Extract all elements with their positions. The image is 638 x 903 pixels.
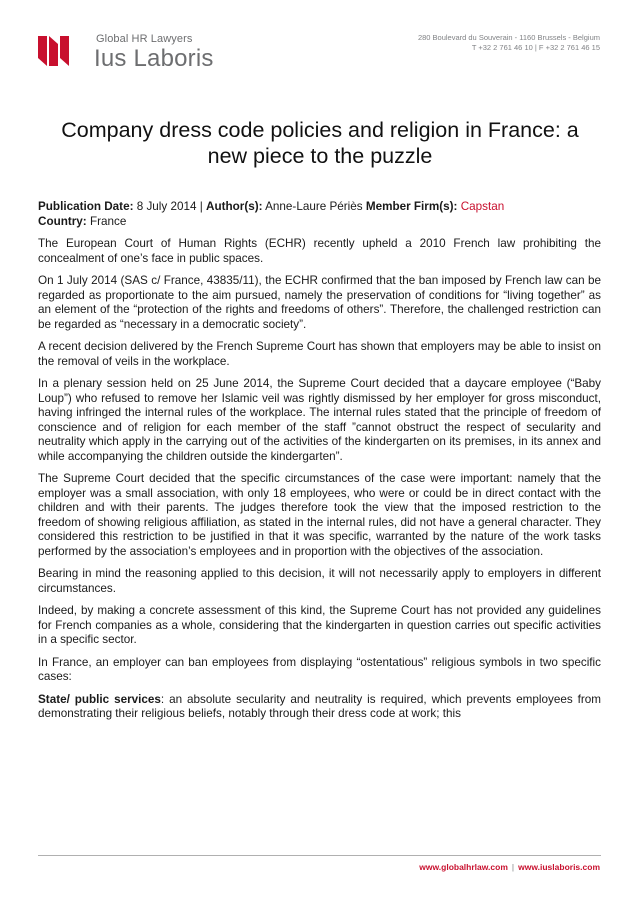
member-firm-link[interactable]: Capstan [460,200,505,213]
paragraph: In a plenary session held on 25 June 2014, the Supreme Court decided that a daycare employee (“Baby Loup”) who refused to remove her Islamic veil was rightly dismissed by her employer for gross misconduct, having infringed the internal rules of the workplace. The internal rules stated that the principle of freedom of conscience and of religion for each member of the staff ”cannot obstruct the respect of secularity and neutrality which apply in the carrying out of the activities of the kindergarten on its premises, in its annex and while accompanying the children outside the kindergarten”. [38,377,601,463]
paragraph: Bearing in mind the reasoning applied to this decision, it will not necessarily apply to employers in different circumstances. [38,567,601,595]
paragraph: The Supreme Court decided that the specific circumstances of the case were important: namely that the employer was a small association, with only 18 employees, who were or could be in direct contact with the children and with their parents. The judges therefore took the view that the imposed restriction to the freedom of showing religious affiliation, as stated in the internal rules, did not have a general character. They considered this restriction to be justified in that it was specific, warranted by the nature of the work tasks performed by the association’s employees and in proportion with the objectives of the association. [38,472,601,558]
meta-separator: | [199,200,203,213]
letterhead [0,0,638,90]
globalhrlaw-link[interactable]: www.globalhrlaw.com [419,862,508,872]
phone-fax-line: T +32 2 761 46 10 | F +32 2 761 46 15 [471,43,600,52]
publication-meta [38,200,601,229]
footer-divider [38,855,601,856]
iuslaboris-link[interactable]: www.iuslaboris.com [518,862,600,872]
article-body [38,200,601,730]
author-label: Author(s): [206,200,263,213]
footer-links [419,862,600,872]
footer-separator: | [511,862,515,872]
page-title: Company dress code policies and religion in France: a new piece to the puzzle [61,118,579,168]
author-name: Anne-Laure Périès [265,200,363,213]
paragraph: Indeed, by making a concrete assessment of this kind, the Supreme Court has not provided any guidelines for French companies as a whole, considering that the kindergarten in question carries out specific activities in a specific sector. [38,604,601,646]
country-value: France [89,214,127,228]
ius-laboris-logo-mark [38,36,74,66]
state-public-services-heading: State/ public services [38,692,161,706]
logo-name: Ius Laboris [94,45,214,72]
paragraph: On 1 July 2014 (SAS c/ France, 43835/11), the ECHR confirmed that the ban imposed by French law can be regarded as proportionate to the aim pursued, namely the preservation of conditions for “living together” as an element of the “protection of the rights and freedoms of others”. Therefore, the challenged restriction can be regarded as “necessary in a democratic society”. [38,274,601,331]
address-block [418,33,600,53]
country-label: Country: [38,214,87,228]
paragraph-state-public-services [38,693,601,722]
paragraph: The European Court of Human Rights (ECHR) recently upheld a 2010 French law prohibiting the concealment of one’s face in public spaces. [38,237,601,265]
publication-date: 8 July 2014 [136,200,197,213]
paragraph: In France, an employer can ban employees from displaying “ostentatious” religious symbols in two specific cases: [38,655,601,683]
state-public-services-text: : an absolute secularity and neutrality is required, which prevents employees from demonstrating their religious beliefs, notably through their dress code at work; this [38,692,601,720]
paragraph: A recent decision delivered by the French Supreme Court has shown that employers may be able to insist on the removal of veils in the workplace. [38,340,601,368]
logo-tagline: Global HR Lawyers [96,33,193,45]
address-line: 280 Boulevard du Souverain - 1160 Brussels - Belgium [417,33,600,42]
publication-date-label: Publication Date: [38,200,134,213]
member-firm-label: Member Firm(s): [365,200,458,213]
